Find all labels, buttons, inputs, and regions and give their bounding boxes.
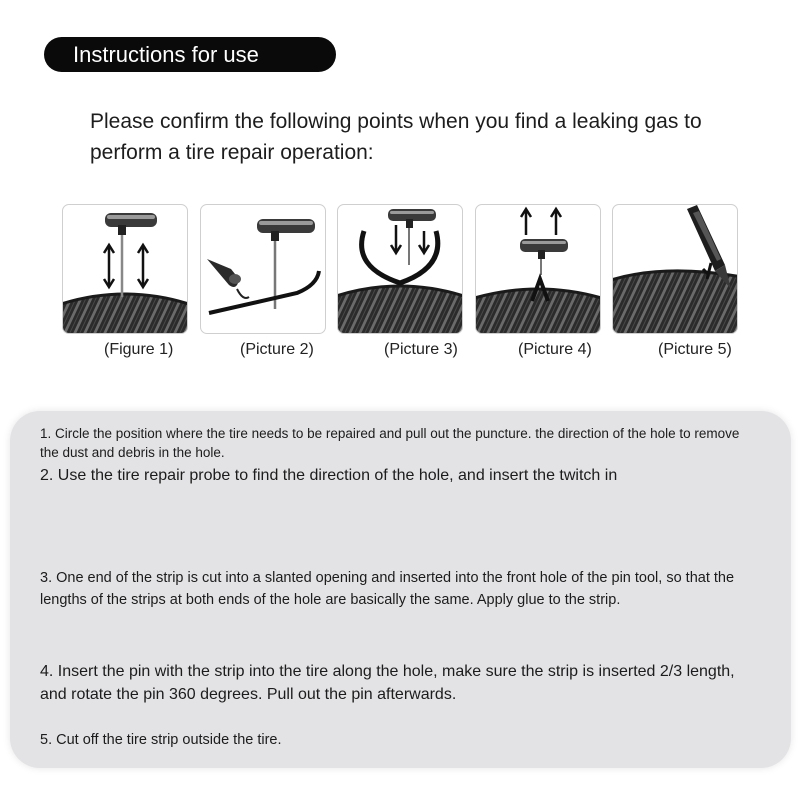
figure-1-panel <box>62 204 188 334</box>
figure-3-panel <box>337 204 463 334</box>
tire-probe-up-down-icon <box>63 205 187 333</box>
figure-3-caption: (Picture 3) <box>384 341 458 358</box>
figure-2-panel <box>200 204 326 334</box>
step-1: 1. Circle the position where the tire needs to be repaired and pull out the puncture. the direction of the hole to remove the dust and debris in the hole. <box>40 426 740 460</box>
section-title: Instructions for use <box>44 37 336 72</box>
tire-strip-tool-icon <box>201 205 325 333</box>
tire-pull-out-pin-icon <box>476 205 600 333</box>
intro-text: Please confirm the following points when you find a leaking gas to perform a tire repair operation: <box>90 110 702 164</box>
figure-5-caption: (Picture 5) <box>658 341 732 358</box>
step-3: 3. One end of the strip is cut into a slanted opening and inserted into the front hole of the pin tool, so that the lengths of the strips at both ends of the hole are basically the same. Apply glue to the strip. <box>40 570 735 608</box>
step-4: 4. Insert the pin with the strip into the tire along the hole, make sure the strip is inserted 2/3 length, and rotate the pin 360 degrees. Pull out the pin afterwards. <box>40 663 735 703</box>
figure-2-caption: (Picture 2) <box>240 341 314 358</box>
step-2: 2. Use the tire repair probe to find the direction of the hole, and insert the twitch in <box>40 467 618 484</box>
step-5: 5. Cut off the tire strip outside the tire. <box>40 732 282 748</box>
figure-4-panel <box>475 204 601 334</box>
tire-cut-strip-icon <box>613 205 737 333</box>
figure-1-caption: (Figure 1) <box>104 341 174 358</box>
figure-5-panel <box>612 204 738 334</box>
tire-insert-strip-icon <box>338 205 462 333</box>
figure-4-caption: (Picture 4) <box>518 341 592 358</box>
